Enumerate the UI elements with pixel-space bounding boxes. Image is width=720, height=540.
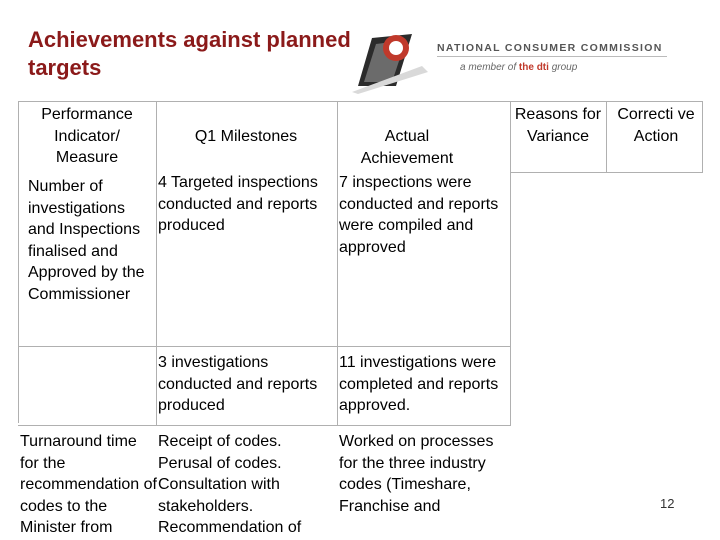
table-top-border bbox=[18, 101, 702, 102]
table-column-divider bbox=[702, 101, 703, 173]
header-indicator: Performance Indicator/ Measure bbox=[41, 106, 133, 166]
row2-milestones: 3 investigations conducted and reports produced bbox=[158, 354, 318, 414]
row3-actual: Worked on processes for the three industry codes (Timeshare, Franchise and bbox=[339, 433, 494, 515]
row2-actual: 11 investigations were completed and reports approved. bbox=[339, 354, 499, 414]
table-column-divider bbox=[510, 101, 511, 426]
logo-divider bbox=[437, 56, 667, 57]
header-milestones: Q1 Milestones bbox=[194, 128, 298, 145]
table-row-separator bbox=[18, 425, 510, 426]
row1-actual: 7 inspections were conducted and reports were compiled and approved bbox=[339, 174, 499, 256]
header-reasons: Reasons for Variance bbox=[514, 106, 602, 145]
header-actual: Actual Achievement bbox=[360, 128, 454, 167]
table-row-separator bbox=[18, 346, 510, 347]
ncc-logo-icon bbox=[352, 26, 428, 99]
slide-title: Achievements against planned targets bbox=[28, 27, 351, 80]
row1-indicator: Number of investigations and Inspections finalised and Approved by the Commissioner bbox=[28, 178, 145, 303]
table-column-divider bbox=[156, 101, 157, 426]
logo-tagline: a member of the dti group bbox=[460, 62, 578, 73]
table-column-divider bbox=[18, 101, 19, 423]
commission-name: NATIONAL CONSUMER COMMISSION bbox=[437, 42, 663, 54]
row3-indicator: Turnaround time for the recommendation of codes to the Minister from bbox=[20, 433, 157, 536]
header-corrective-action: Correcti ve Action bbox=[617, 106, 695, 145]
row1-milestones: 4 Targeted inspections conducted and reports produced bbox=[158, 174, 318, 234]
page-number: 12 bbox=[660, 496, 675, 511]
row3-milestones: Receipt of codes. Perusal of codes. Consultation with stakeholders. Recommendation of bbox=[158, 433, 302, 536]
table-column-divider bbox=[606, 101, 607, 173]
